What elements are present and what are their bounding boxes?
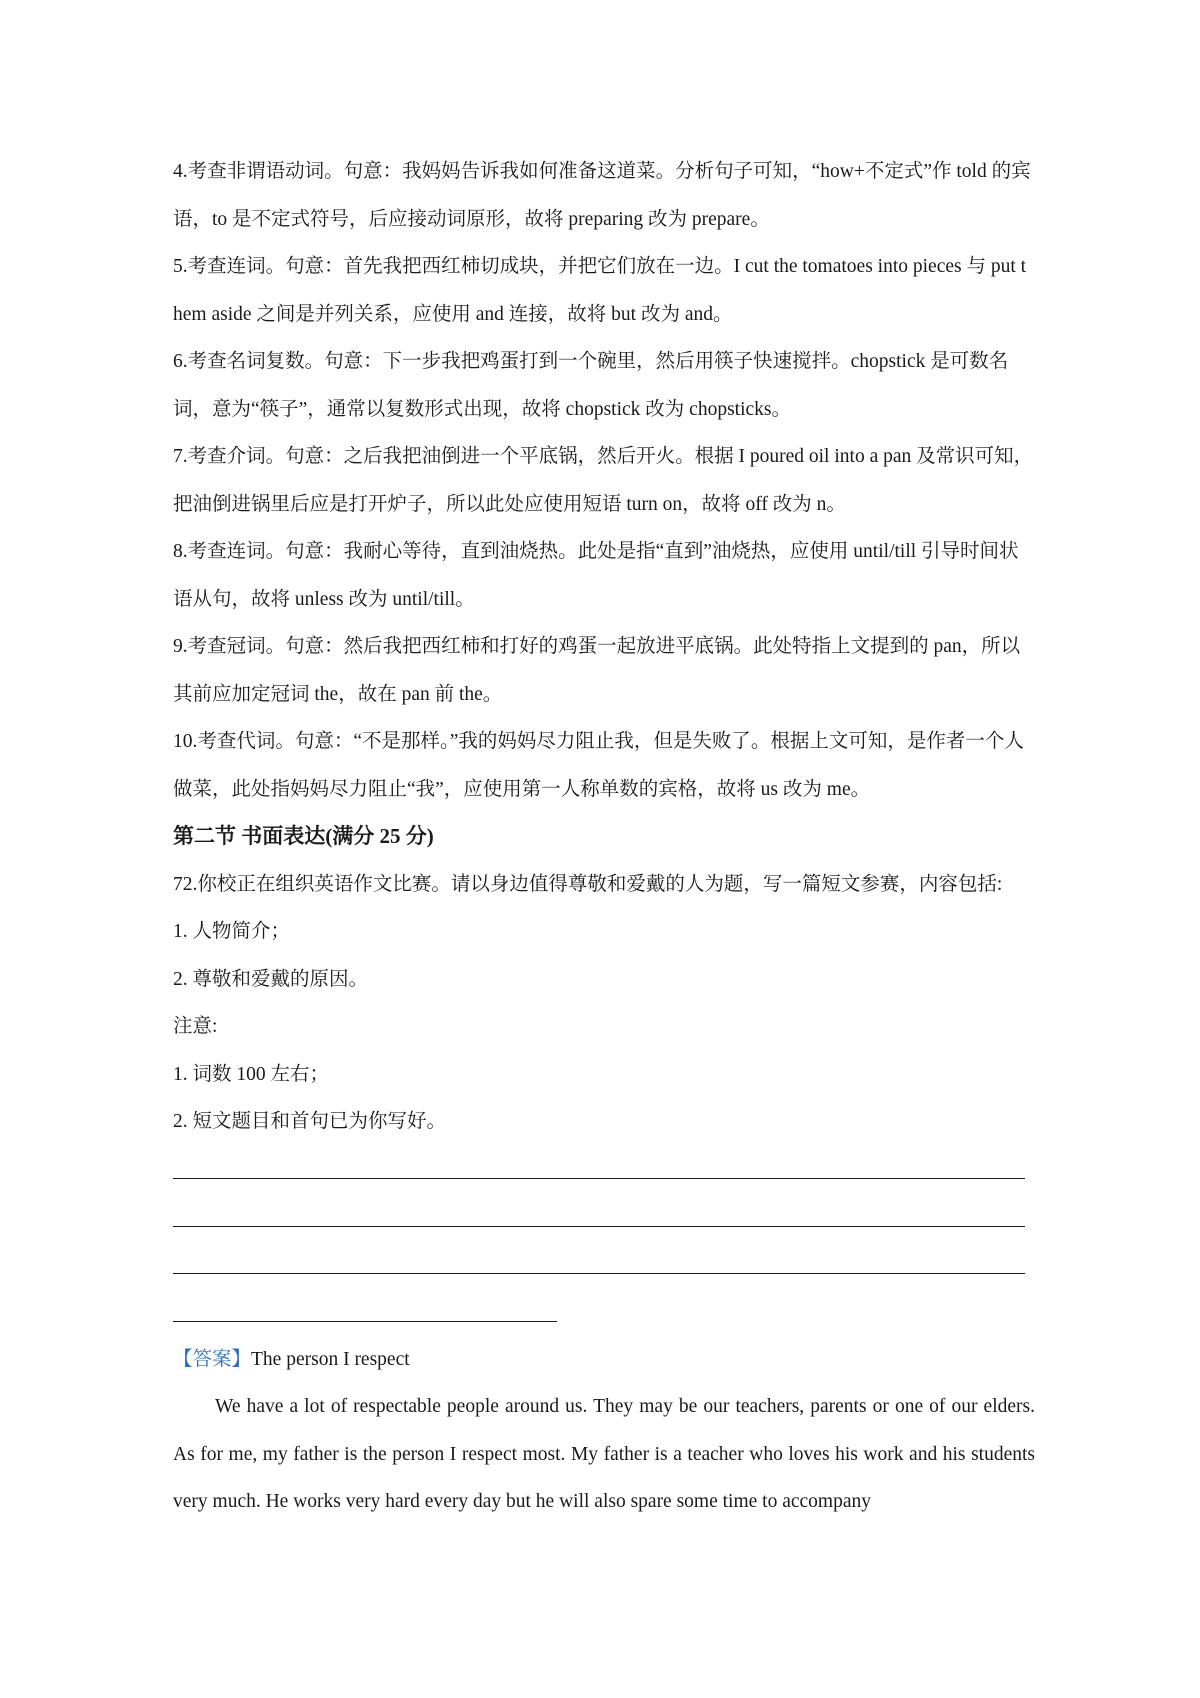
answer-rule-3 — [173, 1273, 1025, 1274]
answer-rule-4 — [173, 1321, 557, 1322]
answer-tag: 【答案】 — [173, 1348, 252, 1370]
answer-body: We have a lot of respectable people around us. They may be our teachers, parents or one of our elders. As for me, my father is the person I respect most. My father is a teacher who loves his work and his students very much. He works very hard every day but he will also spare some time to accompany — [173, 1396, 1035, 1512]
task-item-2: 2. 尊敬和爱戴的原因。 — [173, 968, 369, 990]
answer-blank-line-3 — [173, 1241, 1035, 1289]
explanation-5: 5.考查连词。句意：首先我把西红柿切成块，并把它们放在一边。I cut the tomatoes into pieces 与 put them aside 之间是并列关系，应使用 and 连接，故将 but 改为 and。 — [173, 256, 1027, 325]
answer-rule-2 — [173, 1226, 1025, 1227]
note-1: 1. 词数 100 左右； — [173, 1063, 330, 1085]
answer-rule-1 — [173, 1178, 1025, 1179]
explanation-4: 4.考查非谓语动词。句意：我妈妈告诉我如何准备这道菜。分析句子可知，“how+不定式”作 told 的宾语，to 是不定式符号，后应接动词原形，故将 preparing 改为 prepare。 — [173, 161, 1031, 230]
explanation-8: 8.考查连词。句意：我耐心等待，直到油烧热。此处是指“直到”油烧热，应使用 until/till 引导时间状语从句，故将 unless 改为 until/till。 — [173, 541, 1019, 610]
answer-title-line — [173, 1336, 1035, 1384]
note-label: 注意: — [173, 1016, 218, 1037]
task-item-1: 1. 人物简介； — [173, 921, 291, 942]
explanation-9: 9.考查冠词。句意：然后我把西红柿和打好的鸡蛋一起放进平底锅。此处特指上文提到的 pan，所以其前应加定冠词 the，故在 pan 前 the。 — [173, 636, 1021, 705]
explanation-10: 10.考查代词。句意：“不是那样。”我的妈妈尽力阻止我，但是失败了。根据上文可知，是作者一个人做菜，此处指妈妈尽力阻止“我”，应使用第一人称单数的宾格，故将 us 改为 me。 — [173, 731, 1024, 800]
answer-blank-line-4 — [173, 1288, 1035, 1336]
section-heading: 第二节 书面表达(满分 25 分) — [173, 824, 434, 848]
document-page — [173, 148, 1035, 1526]
answer-title: The person I respect — [251, 1348, 410, 1370]
answer-blank-line-2 — [173, 1193, 1035, 1241]
explanation-6: 6.考查名词复数。句意：下一步我把鸡蛋打到一个碗里，然后用筷子快速搅拌。chopstick 是可数名词，意为“筷子”，通常以复数形式出现，故将 chopstick 改为 chopsticks。 — [173, 351, 1009, 420]
answer-blank-line-1 — [173, 1146, 1035, 1194]
task-prompt: 72.你校正在组织英语作文比赛。请以身边值得尊敬和爱戴的人为题，写一篇短文参赛，内容包括: — [173, 873, 1003, 895]
explanation-7: 7.考查介词。句意：之后我把油倒进一个平底锅，然后开火。根据 I poured oil into a pan 及常识可知，把油倒进锅里后应是打开炉子，所以此处应使用短语 turn on，故将 off 改为 n。 — [173, 446, 1034, 515]
note-2: 2. 短文题目和首句已为你写好。 — [173, 1111, 447, 1132]
